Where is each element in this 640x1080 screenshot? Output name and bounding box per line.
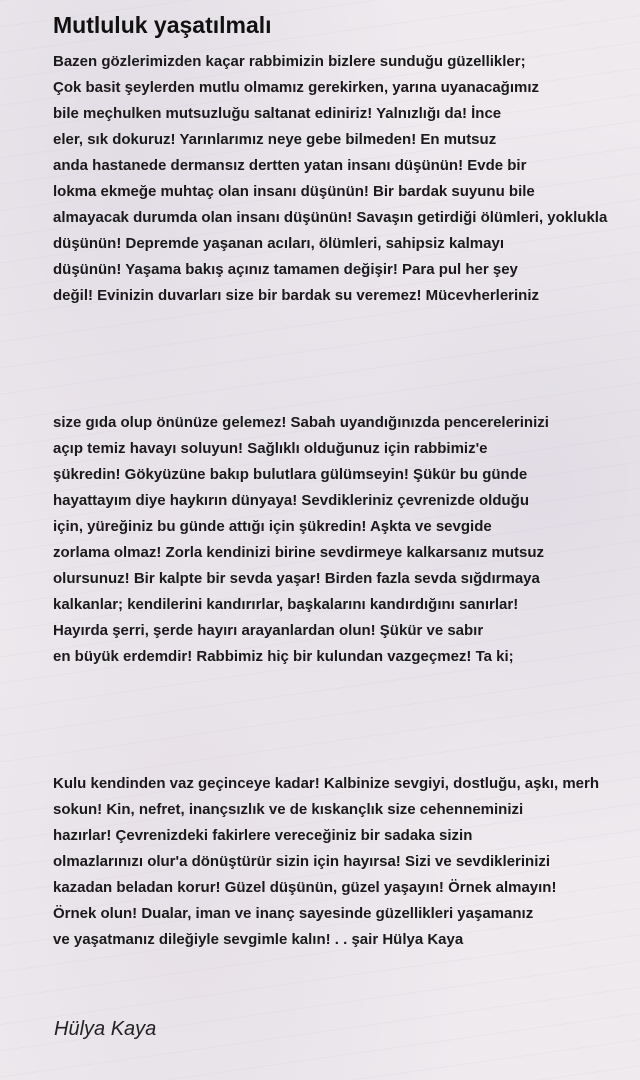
- poem-line: hazırlar! Çevrenizdeki fakirlere vereceğiniz bir sadaka sizin: [53, 827, 473, 844]
- poem-line: Bazen gözlerimizden kaçar rabbimizin bizlere sunduğu güzellikler;: [53, 53, 526, 70]
- poem-line: eler, sık dokuruz! Yarınlarımız neye gebe bilmeden! En mutsuz: [53, 131, 497, 148]
- poem-line: olursunuz! Bir kalpte bir sevda yaşar! Birden fazla sevda sığdırmaya: [53, 570, 540, 587]
- poem-line: Örnek olun! Dualar, iman ve inanç sayesinde güzellikleri yaşamanız: [53, 905, 534, 922]
- poem-line: Hayırda şerri, şerde hayırı arayanlardan olun! Şükür ve sabır: [53, 622, 484, 639]
- poem-line: kazadan beladan korur! Güzel düşünün, güzel yaşayın! Örnek almayın!: [53, 879, 557, 896]
- poem-line: lokma ekmeğe muhtaç olan insanı düşünün! Bir bardak suyunu bile: [53, 183, 535, 200]
- poem-line: zorlama olmaz! Zorla kendinizi birine sevdirmeye kalkarsanız mutsuz: [53, 544, 545, 561]
- poem-line: almayacak durumda olan insanı düşünün! Savaşın getirdiği ölümleri, yoklukla: [53, 209, 608, 226]
- poem-line: anda hastanede dermansız dertten yatan insanı düşünün! Evde bir: [53, 157, 527, 174]
- poem-stanza-3: [53, 771, 640, 953]
- poem-line: size gıda olup önünüze gelemez! Sabah uyandığınızda pencerelerinizi: [53, 414, 549, 431]
- poem-line: en büyük erdemdir! Rabbimiz hiç bir kulundan vazgeçmez! Ta ki;: [53, 648, 514, 665]
- poem-line: değil! Evinizin duvarları size bir bardak su veremez! Mücevherleriniz: [53, 287, 539, 304]
- poem-line: için, yüreğiniz bu günde attığı için şükredin! Aşkta ve sevgide: [53, 518, 492, 535]
- poem-stanza-2: [53, 410, 640, 670]
- poem-title: Mutluluk yaşatılmalı: [53, 12, 272, 38]
- poem-line: düşünün! Yaşama bakış açınız tamamen değişir! Para pul her şey: [53, 261, 518, 278]
- poem-line: olmazlarınızı olur'a dönüştürür sizin için hayırsa! Sizi ve sevdiklerinizi: [53, 853, 551, 870]
- poem-stanza-1: [53, 49, 640, 309]
- poem-author: Hülya Kaya: [54, 1018, 157, 1040]
- poem-line: şükredin! Gökyüzüne bakıp bulutlara gülümseyin! Şükür bu günde: [53, 466, 528, 483]
- poem-line: kalkanlar; kendilerini kandırırlar, başkalarını kandırdığını sanırlar!: [53, 596, 519, 613]
- poem-line: açıp temiz havayı soluyun! Sağlıklı olduğunuz için rabbimiz'e: [53, 440, 488, 457]
- poem-line: Çok basit şeylerden mutlu olmamız gerekirken, yarına uyanacağımız: [53, 79, 540, 96]
- poem-line: ve yaşatmanız dileğiyle sevgimle kalın! . . şair Hülya Kaya: [53, 931, 464, 948]
- poem-line: sokun! Kin, nefret, inançsızlık ve de kıskançlık size cehenneminizi: [53, 801, 524, 818]
- poem-line: düşünün! Depremde yaşanan acıları, ölümleri, sahipsiz kalmayı: [53, 235, 504, 252]
- poem-line: bile meçhulken mutsuzluğu saltanat ediniriz! Yalnızlığı da! İnce: [53, 105, 502, 122]
- poem-line: Kulu kendinden vaz geçinceye kadar! Kalbinize sevgiyi, dostluğu, aşkı, merh: [53, 775, 599, 792]
- poem-line: hayattayım diye haykırın dünyaya! Sevdikleriniz çevrenizde olduğu: [53, 492, 529, 509]
